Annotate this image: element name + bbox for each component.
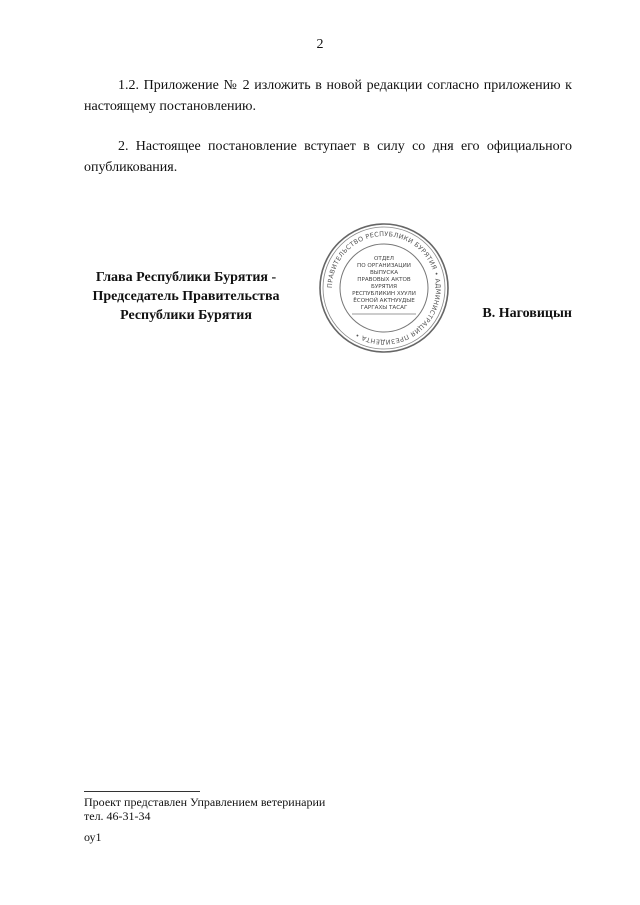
paragraph-1-2: 1.2. Приложение № 2 изложить в новой редакции согласно приложению к настоящему постановлению.: [84, 78, 572, 114]
signer-name: В. Наговицын: [482, 306, 572, 321]
signatory-position: [68, 268, 304, 325]
footer-code: оу1: [84, 830, 102, 844]
seal-center-line-8: ГАРГАХЫ ТАСАГ: [360, 305, 408, 311]
seal-center-line-1: ОТДЕЛ: [374, 256, 394, 262]
seal-outer-text: ПРАВИТЕЛЬСТВО РЕСПУБЛИКИ БУРЯТИЯ • АДМИНИСТРАЦИЯ ПРЕЗИДЕНТА •: [325, 229, 443, 347]
official-seal: [318, 222, 450, 354]
seal-center-line-7: ЁСОНОЙ АКТНУУДЫЕ: [353, 298, 415, 304]
signatory-position-line-3: Республики Бурятия: [120, 308, 252, 323]
signatory-position-line-1: Глава Республики Бурятия -: [95, 270, 277, 285]
footer-submitted-by: Проект представлен Управлением ветеринарии: [84, 795, 326, 809]
seal-center-line-5: БУРЯТИЯ: [371, 284, 397, 290]
paragraph-2: 2. Настоящее постановление вступает в силу со дня его официального опубликования.: [84, 139, 572, 175]
page-number: 2: [316, 37, 324, 52]
footer-divider: [84, 791, 200, 792]
seal-center-line-4: ПРАВОВЫХ АКТОВ: [357, 277, 411, 283]
signatory-position-line-2: Председатель Правительства: [92, 289, 280, 304]
footer-phone: тел. 46-31-34: [84, 809, 151, 823]
seal-center-line-6: РЕСПУБЛИКИН ХУУЛИ: [352, 291, 416, 297]
seal-center-line-3: ВЫПУСКА: [369, 270, 399, 276]
seal-center-line-2: ПО ОРГАНИЗАЦИИ: [357, 263, 411, 269]
